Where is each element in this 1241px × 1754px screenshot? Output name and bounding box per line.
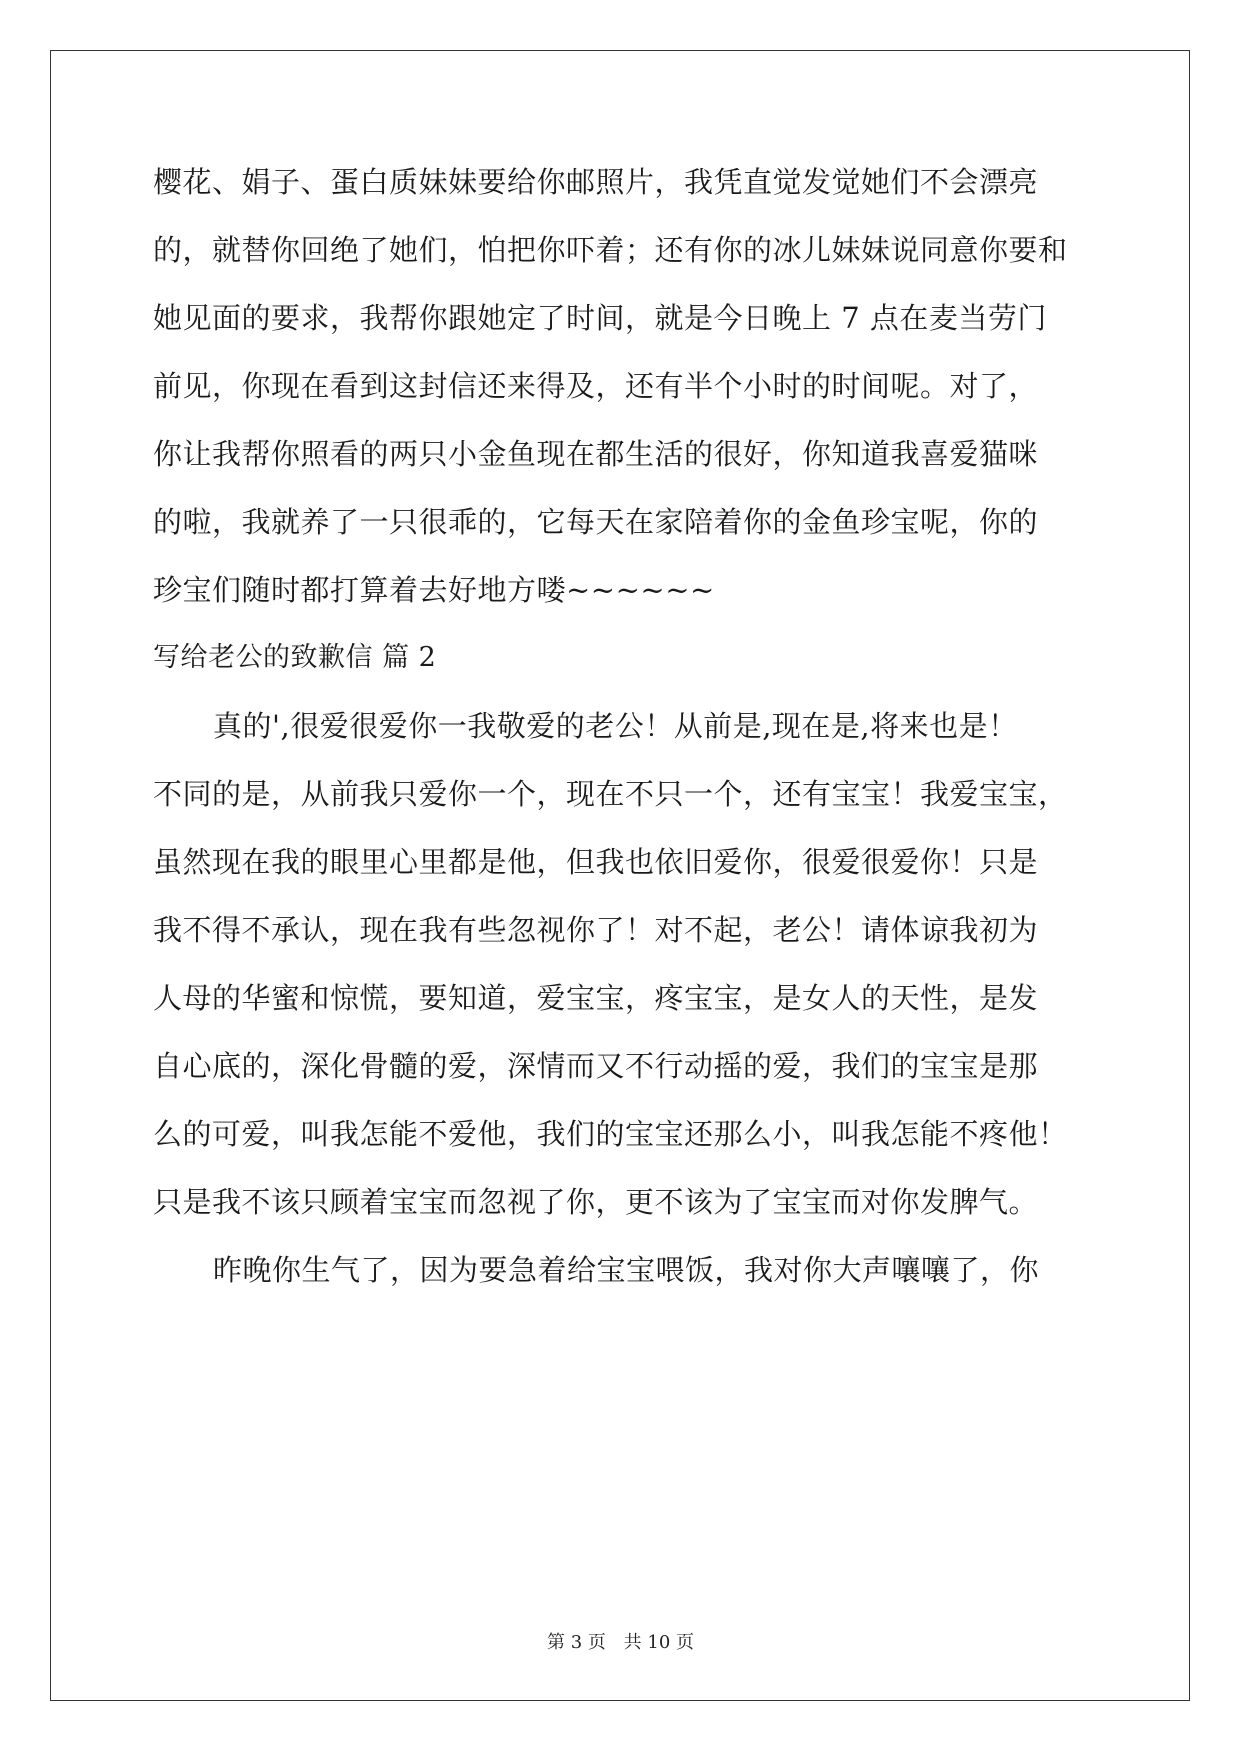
- page-footer: [0, 1628, 1241, 1654]
- page-total: 共 10 页: [623, 1632, 694, 1653]
- text-line: 人母的华蜜和惊慌，要知道，爱宝宝，疼宝宝，是女人的天性，是发: [153, 981, 1039, 1015]
- text-line: 的啦，我就养了一只很乖的，它每天在家陪着你的金鱼珍宝呢，你的: [153, 505, 1039, 539]
- text-line: 樱花、娟子、蛋白质妹妹要给你邮照片，我凭直觉发觉她们不会漂亮: [153, 165, 1039, 199]
- section-heading: 写给老公的致歉信 篇 2: [153, 642, 437, 673]
- text-line: 前见，你现在看到这封信还来得及，还有半个小时的时间呢。对了，: [153, 369, 1039, 403]
- text-line: 昨晚你生气了，因为要急着给宝宝喂饭，我对你大声嚷嚷了，你: [213, 1253, 1040, 1287]
- text-line: 你让我帮你照看的两只小金鱼现在都生活的很好，你知道我喜爱猫咪: [153, 437, 1039, 471]
- text-line: 她见面的要求，我帮你跟她定了时间，就是今日晚上 7 点在麦当劳门: [153, 301, 1047, 335]
- text-line: 不同的是，从前我只爱你一个，现在不只一个，还有宝宝！我爱宝宝，: [153, 777, 1068, 811]
- document-body: [153, 162, 1103, 1318]
- page-number: 第 3 页: [547, 1632, 606, 1653]
- text-line: 我不得不承认，现在我有些忽视你了！对不起，老公！请体谅我初为: [153, 913, 1039, 947]
- text-line: 真的',很爱很爱你一我敬爱的老公！从前是,现在是,将来也是！: [213, 709, 1018, 743]
- text-line: 只是我不该只顾着宝宝而忽视了你，更不该为了宝宝而对你发脾气。: [153, 1185, 1039, 1219]
- text-line: 虽然现在我的眼里心里都是他，但我也依旧爱你，很爱很爱你！只是: [153, 845, 1039, 879]
- text-line: 珍宝们随时都打算着去好地方喽~~~~~~: [153, 573, 715, 607]
- text-line: 的，就替你回绝了她们，怕把你吓着；还有你的冰儿妹妹说同意你要和: [153, 233, 1068, 267]
- text-line: 自心底的，深化骨髓的爱，深情而又不行动摇的爱，我们的宝宝是那: [153, 1049, 1039, 1083]
- text-line: 么的可爱，叫我怎能不爱他，我们的宝宝还那么小，叫我怎能不疼他！: [153, 1117, 1068, 1151]
